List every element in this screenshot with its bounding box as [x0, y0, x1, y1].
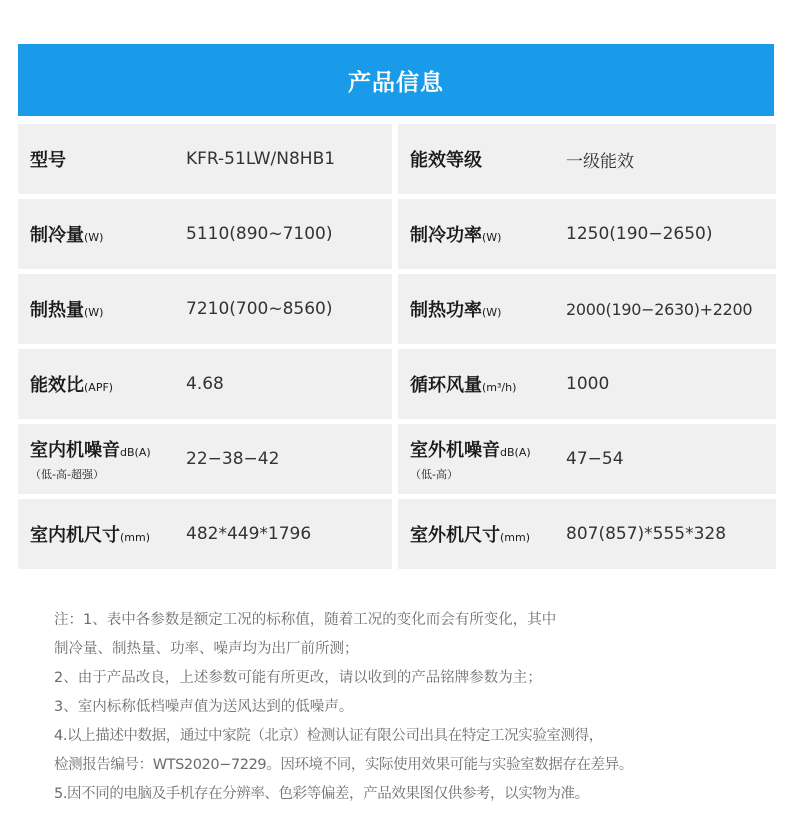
spec-unit: (W)	[482, 231, 502, 244]
spec-unit: (W)	[84, 231, 104, 244]
spec-value: 482*449*1796	[186, 524, 312, 544]
spec-value: 7210(700~8560)	[186, 299, 333, 319]
spec-label: 能效等级	[410, 150, 482, 171]
spec-unit: (W)	[84, 306, 104, 319]
spec-value: 5110(890~7100)	[186, 224, 333, 244]
spec-value: 47−54	[566, 449, 624, 469]
spec-row	[18, 124, 776, 194]
spec-value: 4.68	[186, 374, 224, 394]
spec-label: 室外机噪音dB(A) （低-高）	[410, 440, 531, 481]
spec-cell-indoor-size	[18, 499, 392, 569]
spec-label: 室外机尺寸(mm)	[410, 525, 531, 546]
footnote-line: 3、室内标称低档噪声值为送风达到的低噪声。	[54, 699, 354, 715]
spec-unit: (APF)	[84, 381, 114, 394]
spec-label: 室内机尺寸(mm)	[30, 525, 151, 546]
spec-row	[18, 424, 776, 494]
footnote-line: 注：1、表中各参数是额定工况的标称值，随着工况的变化而会有所变化，其中	[54, 612, 557, 628]
spec-unit: (W)	[482, 306, 502, 319]
spec-row	[18, 274, 776, 344]
footnote-line: 2、由于产品改良，上述参数可能有所更改，请以收到的产品铭牌参数为主；	[54, 670, 542, 686]
spec-sub-label: （低-高-超强）	[30, 468, 104, 481]
spec-value: 807(857)*555*328	[566, 524, 727, 544]
spec-unit: (m³/h)	[482, 381, 517, 394]
spec-unit: dB(A)	[120, 446, 151, 459]
spec-table	[18, 124, 776, 574]
spec-cell-cooling-capacity	[18, 199, 392, 269]
spec-label: 能效比(APF)	[30, 375, 114, 396]
spec-row	[18, 499, 776, 569]
spec-value: 2000(190−2630)+2200	[566, 299, 753, 319]
footnote-line: 制冷量、制热量、功率、噪声均为出厂前所测；	[54, 641, 359, 657]
spec-label: 制冷功率(W)	[410, 225, 502, 246]
spec-label: 室内机噪音dB(A) （低-高-超强）	[30, 440, 151, 481]
spec-cell-indoor-noise	[18, 424, 392, 494]
spec-cell-model	[18, 124, 392, 194]
spec-row	[18, 199, 776, 269]
footnote-line: 5.因不同的电脑及手机存在分辨率、色彩等偏差，产品效果图仅供参考，以实物为准。	[54, 786, 589, 802]
spec-label: 型号	[30, 150, 66, 171]
spec-unit: (mm)	[500, 531, 531, 544]
spec-sub-label: （低-高）	[410, 468, 458, 481]
section-title: 产品信息	[348, 69, 444, 96]
footnotes	[54, 606, 784, 809]
spec-cell-cooling-power	[398, 199, 776, 269]
spec-value: 22−38−42	[186, 449, 280, 469]
spec-cell-outdoor-size	[398, 499, 776, 569]
spec-cell-efficiency-ratio	[18, 349, 392, 419]
spec-label: 制冷量(W)	[30, 225, 104, 246]
spec-value: 一级能效	[566, 151, 634, 172]
spec-label: 制热量(W)	[30, 300, 104, 321]
spec-label: 循环风量(m³/h)	[410, 375, 517, 396]
spec-value: KFR-51LW/N8HB1	[186, 149, 336, 169]
spec-value: 1000	[566, 374, 610, 394]
spec-cell-airflow	[398, 349, 776, 419]
spec-unit: dB(A)	[500, 446, 531, 459]
spec-cell-efficiency-grade	[398, 124, 776, 194]
spec-row	[18, 349, 776, 419]
spec-unit: (mm)	[120, 531, 151, 544]
spec-cell-heating-power	[398, 274, 776, 344]
spec-label: 制热功率(W)	[410, 300, 502, 321]
spec-cell-outdoor-noise	[398, 424, 776, 494]
footnote-line: 4.以上描述中数据，通过中家院（北京）检测认证有限公司出具在特定工况实验室测得，	[54, 728, 603, 744]
section-header	[18, 44, 774, 116]
spec-cell-heating-capacity	[18, 274, 392, 344]
footnote-line: 检测报告编号：WTS2020−7229。因环境不同，实际使用效果可能与实验室数据存在差异。	[54, 757, 633, 773]
spec-value: 1250(190−2650)	[566, 224, 713, 244]
